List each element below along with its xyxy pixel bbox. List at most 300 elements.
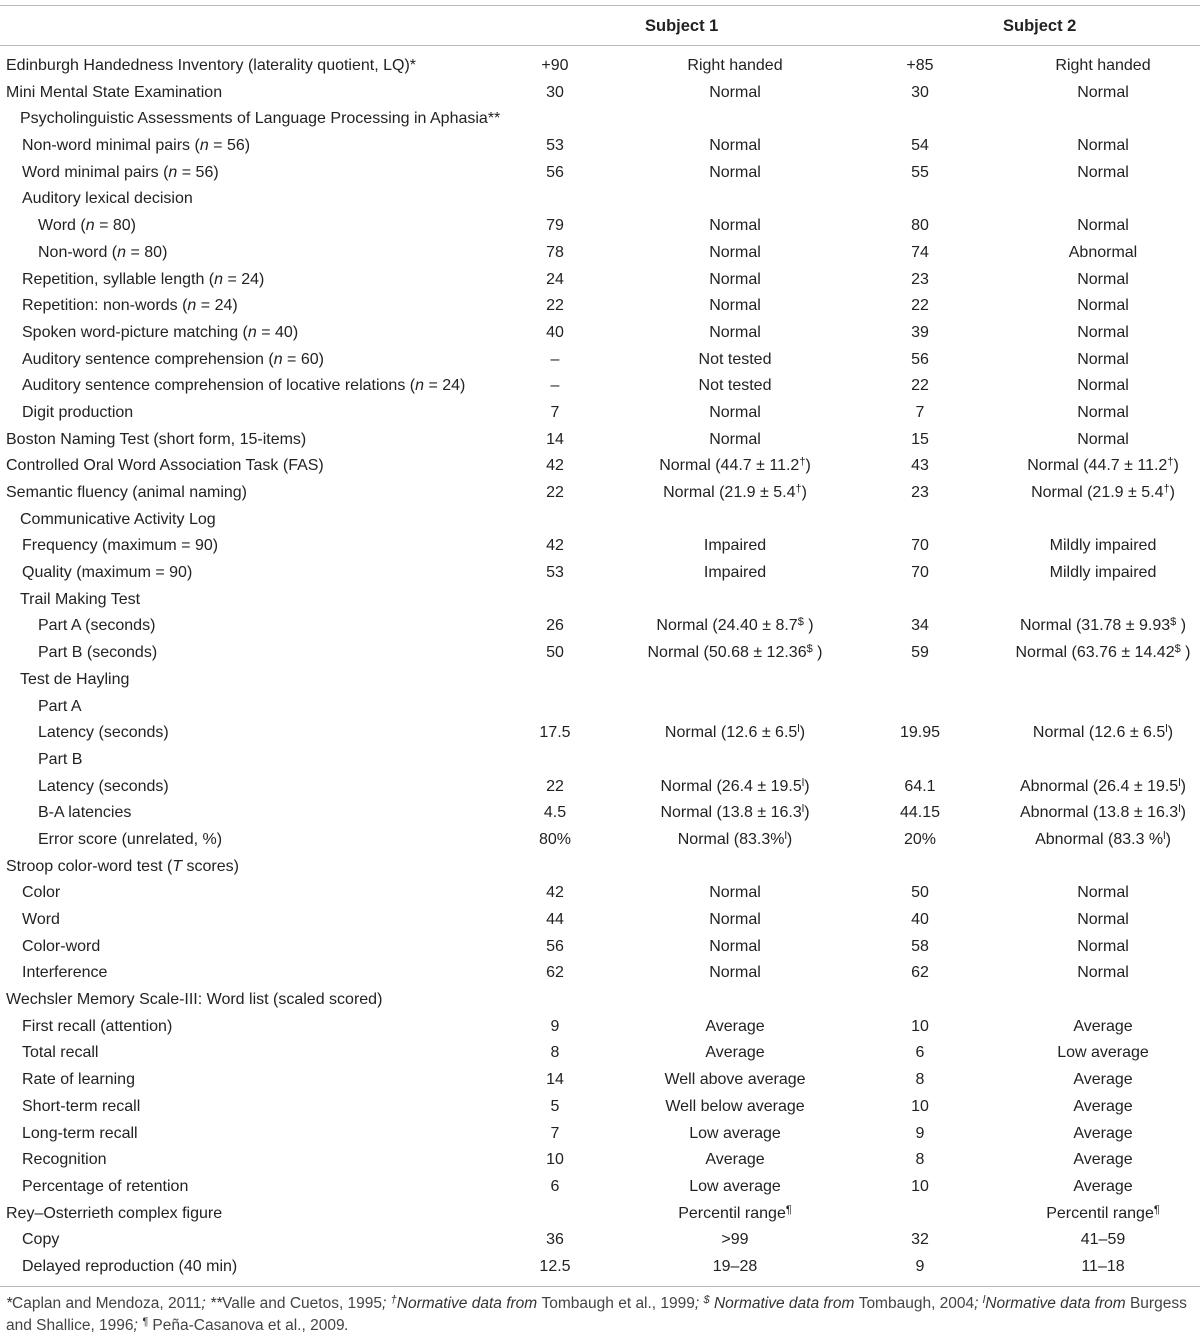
subject-2-score-text: 62 bbox=[911, 964, 929, 982]
subject-2-score-text: 10 bbox=[911, 1017, 929, 1035]
row-label-text: First recall (attention) bbox=[22, 1017, 173, 1035]
subject-1-score bbox=[510, 1174, 600, 1200]
subject-1-interpretation-text: >99 bbox=[721, 1231, 749, 1249]
table-row bbox=[0, 560, 1200, 587]
table-row bbox=[0, 186, 1200, 213]
subject-2-interpretation bbox=[968, 1201, 1200, 1227]
row-label bbox=[22, 373, 465, 399]
subject-2-score bbox=[875, 720, 965, 746]
subject-2-interpretation-text: Normal bbox=[1077, 884, 1129, 902]
bottom-rule bbox=[0, 1286, 1200, 1287]
subject-2-interpretation bbox=[968, 613, 1200, 639]
subject-2-interpretation bbox=[968, 1040, 1200, 1066]
subject-1-interpretation bbox=[605, 133, 865, 159]
row-label-text: Boston Naming Test (short form, 15-items) bbox=[6, 430, 307, 448]
row-label-text: Part B (seconds) bbox=[38, 644, 158, 662]
footnote-reference-link[interactable]: Burgess and Shallice, 1996 bbox=[6, 1295, 1187, 1334]
row-label-text: Word bbox=[22, 911, 60, 928]
footnote-text: ; bbox=[382, 1295, 391, 1312]
row-label-text: Color bbox=[22, 884, 61, 902]
row-label-text: Wechsler Memory Scale-III: Word list (scaled scored) bbox=[6, 991, 383, 1009]
subject-2-interpretation-tail: ) bbox=[1176, 617, 1187, 635]
subject-2-score-text: 22 bbox=[911, 297, 929, 315]
subject-1-interpretation-tail: ) bbox=[804, 804, 810, 822]
subject-1-score-text: 22 bbox=[546, 484, 564, 501]
subject-2-interpretation-text: Average bbox=[1073, 1151, 1133, 1169]
subject-1-score-text: 42 bbox=[546, 457, 564, 475]
subject-2-interpretation bbox=[968, 427, 1200, 453]
footnote-reference-link[interactable]: Valle and Cuetos, 1995 bbox=[222, 1295, 383, 1312]
subject-2-interpretation-tail: ) bbox=[1169, 484, 1175, 501]
subject-1-interpretation-text: Normal bbox=[709, 243, 761, 261]
subject-2-interpretation bbox=[968, 1174, 1200, 1200]
table-row bbox=[0, 640, 1200, 667]
subject-2-score-text: 23 bbox=[911, 270, 929, 288]
footnote-text: Normative data from bbox=[709, 1295, 859, 1312]
row-label-text: Rate of learning bbox=[22, 1071, 135, 1089]
subject-1-interpretation bbox=[605, 267, 865, 293]
subject-2-interpretation-text: 11–18 bbox=[1081, 1257, 1125, 1275]
row-label bbox=[6, 854, 239, 880]
table-footnote bbox=[6, 1293, 1196, 1337]
footnote-symbol: $ bbox=[797, 616, 804, 629]
subject-2-interpretation-text: Normal bbox=[1077, 937, 1129, 955]
subject-2-interpretation bbox=[968, 347, 1200, 373]
row-label-text: Interference bbox=[22, 964, 108, 982]
footnote-symbol: ¶ bbox=[785, 1203, 792, 1216]
subject-1-interpretation bbox=[605, 53, 865, 79]
subject-1-interpretation-text: Impaired bbox=[703, 564, 767, 582]
subject-1-score bbox=[510, 640, 600, 666]
subject-2-interpretation-text: Normal bbox=[1077, 911, 1129, 928]
subject-2-score-text: 22 bbox=[911, 377, 929, 395]
subject-2-interpretation-text: Normal bbox=[1077, 297, 1129, 315]
subject-1-score-text: 14 bbox=[546, 1071, 564, 1089]
subject-1-interpretation-text: Normal (21.9 ± 5.4 bbox=[663, 484, 796, 501]
table-row bbox=[0, 774, 1200, 801]
subject-2-interpretation-text: Mildly impaired bbox=[1049, 537, 1157, 555]
subject-1-score-text: – bbox=[550, 350, 560, 368]
row-label bbox=[22, 133, 250, 159]
subject-1-interpretation-text: Normal (13.8 ± 16.3 bbox=[660, 804, 802, 822]
subject-1-interpretation-text: Normal bbox=[709, 911, 761, 928]
subject-1-interpretation-tail: ) bbox=[799, 724, 806, 742]
row-label-text: Recognition bbox=[22, 1151, 107, 1169]
subject-1-interpretation-text: Normal (50.68 ± 12.36 bbox=[647, 644, 807, 662]
subject-2-interpretation bbox=[968, 1014, 1200, 1040]
subject-1-score-text: 6 bbox=[550, 1177, 560, 1195]
subject-1-score-text: 8 bbox=[550, 1044, 560, 1062]
subject-1-interpretation-text: Normal bbox=[709, 270, 761, 288]
footnote-symbol: † bbox=[795, 483, 802, 495]
footnote-reference-link[interactable]: Tombaugh, 2004 bbox=[858, 1295, 975, 1312]
row-label bbox=[22, 1254, 237, 1280]
row-label-text: Auditory sentence comprehension of locative relations ( bbox=[22, 377, 416, 395]
subject-2-score-text: 58 bbox=[911, 937, 929, 955]
subject-1-score-text: 50 bbox=[546, 644, 564, 662]
subject-1-score bbox=[510, 293, 600, 319]
row-label bbox=[22, 907, 60, 933]
subject-2-interpretation-tail: ) bbox=[1173, 457, 1179, 475]
subject-1-interpretation-text: Average bbox=[705, 1044, 765, 1062]
subject-1-interpretation-text: Not tested bbox=[698, 377, 772, 395]
subject-1-score bbox=[510, 53, 600, 79]
subject-1-interpretation-text: Not tested bbox=[698, 350, 772, 368]
subject-2-interpretation bbox=[968, 293, 1200, 319]
footnote-symbol: l bbox=[784, 829, 787, 842]
row-label bbox=[38, 240, 167, 266]
footnote-symbol: † bbox=[1163, 483, 1170, 495]
subject-1-score bbox=[510, 427, 600, 453]
row-label bbox=[20, 667, 129, 693]
subject-2-score-text: 9 bbox=[915, 1124, 925, 1142]
row-label-text: Delayed reproduction (40 min) bbox=[22, 1257, 238, 1275]
row-label-text: Digit production bbox=[22, 403, 134, 421]
row-label-text: Long-term recall bbox=[22, 1124, 138, 1142]
row-label bbox=[38, 613, 155, 639]
row-label-text: Stroop color-word test ( bbox=[6, 857, 173, 875]
footnote-text: ; bbox=[974, 1295, 983, 1312]
subject-2-score bbox=[875, 480, 965, 506]
row-label-text: scores) bbox=[182, 857, 239, 875]
subject-1-interpretation-text: Normal bbox=[709, 163, 761, 181]
row-label-text: Non-word minimal pairs ( bbox=[22, 137, 200, 155]
subject-2-interpretation bbox=[968, 1254, 1200, 1280]
subject-2-interpretation bbox=[968, 533, 1200, 559]
row-label-text: Trail Making Test bbox=[20, 590, 141, 608]
subject-2-interpretation-text: Normal bbox=[1077, 323, 1129, 341]
table-row bbox=[0, 480, 1200, 507]
subject-1-score bbox=[510, 1067, 600, 1093]
subject-2-score bbox=[875, 267, 965, 293]
subject-1-score bbox=[510, 720, 600, 746]
subject-1-interpretation-text: Normal bbox=[709, 403, 761, 421]
subject-1-score bbox=[510, 80, 600, 106]
subject-2-score bbox=[875, 53, 965, 79]
subject-1-score bbox=[510, 1147, 600, 1173]
row-label-text: Quality (maximum = 90) bbox=[22, 564, 193, 582]
subject-1-interpretation-text: Normal (26.4 ± 19.5 bbox=[660, 777, 802, 795]
footnote-reference-link[interactable]: Tombaugh et al., 1999 bbox=[541, 1295, 695, 1312]
subject-2-score-text: 54 bbox=[911, 137, 929, 155]
row-label-text: Spoken word-picture matching ( bbox=[22, 323, 248, 341]
table-row bbox=[0, 1174, 1200, 1201]
table-row bbox=[0, 400, 1200, 427]
subject-2-score bbox=[875, 960, 965, 986]
subject-2-interpretation bbox=[968, 80, 1200, 106]
subject-2-score bbox=[875, 160, 965, 186]
subject-1-score-text: 5 bbox=[550, 1097, 560, 1115]
subject-1-interpretation bbox=[605, 613, 865, 639]
subject-1-score-text: 22 bbox=[546, 297, 564, 315]
subject-1-interpretation-text: Percentil range bbox=[678, 1204, 786, 1222]
subject-1-score bbox=[510, 453, 600, 479]
subject-2-interpretation-text: Abnormal (26.4 ± 19.5 bbox=[1020, 777, 1179, 795]
subject-2-score-text: 50 bbox=[911, 884, 929, 902]
footnote-symbol: † bbox=[1167, 456, 1174, 469]
row-label bbox=[6, 53, 416, 79]
table-row bbox=[0, 747, 1200, 774]
footnote-reference-link[interactable]: Peña-Casanova et al., 2009 bbox=[152, 1317, 345, 1334]
subject-1-interpretation bbox=[605, 160, 865, 186]
subject-1-interpretation bbox=[605, 934, 865, 960]
row-label bbox=[22, 1147, 107, 1173]
subject-2-score bbox=[875, 347, 965, 373]
subject-1-interpretation-tail: ) bbox=[801, 484, 807, 501]
subject-1-score-text: 26 bbox=[546, 617, 564, 635]
subject-2-interpretation bbox=[968, 800, 1200, 826]
row-label bbox=[38, 694, 82, 720]
subject-2-score bbox=[875, 1254, 965, 1280]
subject-2-score bbox=[875, 560, 965, 586]
subject-2-score bbox=[875, 774, 965, 800]
footnote-symbol: $ bbox=[1170, 616, 1177, 629]
subject-2-score-text: +85 bbox=[906, 57, 934, 74]
row-label-text: Word minimal pairs ( bbox=[22, 163, 169, 181]
subject-2-interpretation bbox=[968, 1067, 1200, 1093]
subject-1-score bbox=[510, 880, 600, 906]
subject-2-score-text: 43 bbox=[911, 457, 929, 475]
subject-1-interpretation-text: Normal bbox=[709, 964, 761, 982]
row-label-text: Non-word ( bbox=[38, 243, 118, 261]
subject-1-interpretation bbox=[605, 1094, 865, 1120]
table-row bbox=[0, 80, 1200, 107]
subject-1-score bbox=[510, 400, 600, 426]
subject-1-interpretation bbox=[605, 533, 865, 559]
subject-2-interpretation-text: Normal (44.7 ± 11.2 bbox=[1027, 457, 1168, 475]
subject-1-score-text: 78 bbox=[546, 243, 564, 261]
subject-1-score bbox=[510, 533, 600, 559]
table-row bbox=[0, 934, 1200, 961]
subject-1-interpretation-text: Normal (24.40 ± 8.7 bbox=[656, 617, 798, 635]
subject-1-interpretation bbox=[605, 640, 865, 666]
subject-1-interpretation bbox=[605, 427, 865, 453]
subject-1-interpretation-tail: ) bbox=[812, 644, 823, 662]
subject-2-score-text: 64.1 bbox=[904, 777, 936, 795]
row-label-variable: n bbox=[415, 377, 425, 395]
subject-1-interpretation-tail: ) bbox=[805, 457, 811, 475]
subject-1-interpretation bbox=[605, 480, 865, 506]
footnote-symbol: $ bbox=[703, 1294, 710, 1306]
table-row bbox=[0, 854, 1200, 881]
table-row bbox=[0, 427, 1200, 454]
footnote-text: . bbox=[344, 1317, 349, 1334]
subject-2-score-text: 55 bbox=[911, 163, 929, 181]
subject-1-interpretation bbox=[605, 213, 865, 239]
subject-1-score bbox=[510, 774, 600, 800]
row-label-text: Part A bbox=[38, 697, 82, 715]
subject-2-score bbox=[875, 80, 965, 106]
row-label bbox=[22, 560, 192, 586]
subject-1-score-text: 80% bbox=[538, 830, 572, 848]
row-label-variable: T bbox=[172, 857, 183, 875]
table-row bbox=[0, 987, 1200, 1014]
row-label-text: Repetition: non-words ( bbox=[22, 297, 188, 315]
row-label bbox=[6, 987, 382, 1013]
subject-2-interpretation bbox=[968, 453, 1200, 479]
row-label-text: Word ( bbox=[38, 217, 86, 235]
footnote-symbol: l bbox=[801, 803, 805, 816]
row-label bbox=[38, 640, 157, 666]
subject-2-interpretation-text: Low average bbox=[1057, 1044, 1149, 1062]
subject-2-score-text: 70 bbox=[911, 564, 929, 582]
subject-2-interpretation-text: Normal bbox=[1077, 83, 1129, 101]
subject-2-score-text: 70 bbox=[911, 537, 929, 555]
row-label-text: = 60) bbox=[282, 350, 324, 368]
row-label bbox=[22, 1094, 140, 1120]
footnote-reference-link[interactable]: Caplan and Mendoza, 2011 bbox=[12, 1295, 202, 1312]
row-label-text: Semantic fluency (animal naming) bbox=[6, 484, 247, 501]
footnote-text: ; ** bbox=[201, 1295, 223, 1312]
row-label bbox=[22, 1227, 59, 1253]
subject-1-interpretation-text: Right handed bbox=[687, 57, 783, 74]
subject-1-score bbox=[510, 1227, 600, 1253]
subject-2-score-text: 7 bbox=[915, 403, 925, 421]
row-label-text: Mini Mental State Examination bbox=[6, 83, 223, 101]
table-row bbox=[0, 694, 1200, 721]
subject-1-interpretation-text: Average bbox=[705, 1151, 765, 1169]
subject-2-interpretation bbox=[968, 160, 1200, 186]
row-label bbox=[38, 213, 136, 239]
row-label bbox=[38, 774, 169, 800]
table-row bbox=[0, 533, 1200, 560]
footnote-text: Normative data from bbox=[985, 1295, 1130, 1312]
subject-1-interpretation bbox=[605, 400, 865, 426]
subject-2-interpretation bbox=[968, 960, 1200, 986]
subject-2-score bbox=[875, 1147, 965, 1173]
subject-2-interpretation-text: Normal bbox=[1077, 430, 1129, 448]
row-label-variable: n bbox=[187, 297, 197, 315]
subject-1-score bbox=[510, 240, 600, 266]
subject-1-score bbox=[510, 320, 600, 346]
subject-2-score bbox=[875, 373, 965, 399]
row-label-text: = 24) bbox=[223, 270, 265, 288]
subject-1-score bbox=[510, 960, 600, 986]
subject-1-score-text: 22 bbox=[546, 777, 564, 795]
subject-1-interpretation-text: Normal bbox=[709, 297, 761, 315]
row-label bbox=[22, 1121, 138, 1147]
subject-1-score bbox=[510, 934, 600, 960]
subject-1-score-text: 7 bbox=[550, 403, 560, 421]
footnote-symbol: † bbox=[390, 1294, 397, 1306]
table-row bbox=[0, 53, 1200, 80]
subject-2-score bbox=[875, 320, 965, 346]
subject-1-interpretation-text: 19–28 bbox=[712, 1257, 758, 1275]
footnote-symbol: $ bbox=[806, 643, 813, 656]
subject-2-score-text: 19.95 bbox=[899, 724, 941, 742]
table-row bbox=[0, 320, 1200, 347]
subject-2-interpretation bbox=[968, 373, 1200, 399]
subject-1-score bbox=[510, 907, 600, 933]
row-label-text: Short-term recall bbox=[22, 1097, 141, 1115]
subject-1-score bbox=[510, 800, 600, 826]
table-row bbox=[0, 373, 1200, 400]
subject-1-score-text: 7 bbox=[550, 1124, 560, 1142]
subject-1-interpretation bbox=[605, 320, 865, 346]
subject-1-score bbox=[510, 560, 600, 586]
subject-2-score bbox=[875, 240, 965, 266]
table-row bbox=[0, 106, 1200, 133]
subject-1-interpretation bbox=[605, 560, 865, 586]
subject-1-interpretation bbox=[605, 960, 865, 986]
table-row bbox=[0, 1040, 1200, 1067]
row-label-variable: n bbox=[214, 270, 224, 288]
table-row bbox=[0, 587, 1200, 614]
subject-1-score bbox=[510, 347, 600, 373]
subject-2-interpretation bbox=[968, 53, 1200, 79]
row-label bbox=[20, 507, 216, 533]
subject-1-interpretation-text: Well below average bbox=[665, 1097, 805, 1115]
subject-2-interpretation-text: Normal (31.78 ± 9.93 bbox=[1019, 617, 1171, 635]
footnote-symbol: l bbox=[801, 776, 805, 789]
subject-2-interpretation-text: Normal bbox=[1077, 217, 1129, 235]
row-label-text: Frequency (maximum = 90) bbox=[22, 537, 219, 555]
subject-2-interpretation-tail: ) bbox=[1165, 830, 1171, 848]
subject-2-score-text: 10 bbox=[911, 1097, 929, 1115]
subject-1-interpretation bbox=[605, 1254, 865, 1280]
subject-2-score-text: 59 bbox=[911, 644, 929, 662]
subject-1-score-text: 9 bbox=[550, 1017, 560, 1035]
subject-2-score bbox=[875, 640, 965, 666]
subject-1-score bbox=[510, 1014, 600, 1040]
table-row bbox=[0, 1227, 1200, 1254]
table-row bbox=[0, 880, 1200, 907]
table-row bbox=[0, 1147, 1200, 1174]
table-row bbox=[0, 907, 1200, 934]
subject-2-interpretation-text: Abnormal (13.8 ± 16.3 bbox=[1020, 804, 1179, 822]
row-label bbox=[22, 267, 264, 293]
subject-1-score-text: 79 bbox=[546, 217, 564, 235]
subject-2-interpretation bbox=[968, 480, 1200, 506]
row-label bbox=[22, 400, 133, 426]
subject-1-score-text: 14 bbox=[546, 430, 564, 448]
subject-2-interpretation-text: Abnormal bbox=[1068, 243, 1138, 261]
footnote-symbol: l bbox=[797, 723, 800, 736]
subject-2-interpretation bbox=[968, 880, 1200, 906]
row-label bbox=[22, 347, 324, 373]
subject-1-score bbox=[510, 613, 600, 639]
row-label bbox=[22, 320, 298, 346]
row-label bbox=[22, 533, 218, 559]
subject-1-interpretation-text: Normal bbox=[709, 217, 761, 235]
row-label-text: = 24) bbox=[424, 377, 466, 395]
subject-2-interpretation bbox=[968, 1147, 1200, 1173]
subject-1-interpretation-text: Normal bbox=[709, 884, 761, 902]
row-label bbox=[20, 106, 500, 132]
row-label bbox=[38, 747, 82, 773]
subject-1-score-text: 56 bbox=[546, 163, 564, 181]
table-row bbox=[0, 1094, 1200, 1121]
subject-2-score-text: 80 bbox=[911, 217, 929, 235]
subject-2-interpretation-text: Normal bbox=[1077, 377, 1129, 395]
row-label bbox=[22, 293, 238, 319]
subject-2-score bbox=[875, 934, 965, 960]
subject-2-interpretation-text: Right handed bbox=[1055, 57, 1151, 74]
row-label-text: = 56) bbox=[177, 163, 219, 181]
subject-2-interpretation bbox=[968, 1094, 1200, 1120]
subject-1-score-text: 53 bbox=[546, 564, 564, 582]
subject-1-interpretation-text: Normal bbox=[709, 83, 761, 101]
subject-1-interpretation-text: Average bbox=[705, 1017, 765, 1035]
subject-2-interpretation bbox=[968, 640, 1200, 666]
row-label-text: Psycholinguistic Assessments of Language Processing in Aphasia** bbox=[20, 110, 501, 128]
subject-1-score-text: – bbox=[550, 377, 560, 395]
subject-1-score-text: +90 bbox=[541, 57, 569, 74]
subject-2-score-text: 9 bbox=[915, 1257, 925, 1275]
subject-1-score bbox=[510, 480, 600, 506]
table-row bbox=[0, 160, 1200, 187]
subject-2-score bbox=[875, 907, 965, 933]
